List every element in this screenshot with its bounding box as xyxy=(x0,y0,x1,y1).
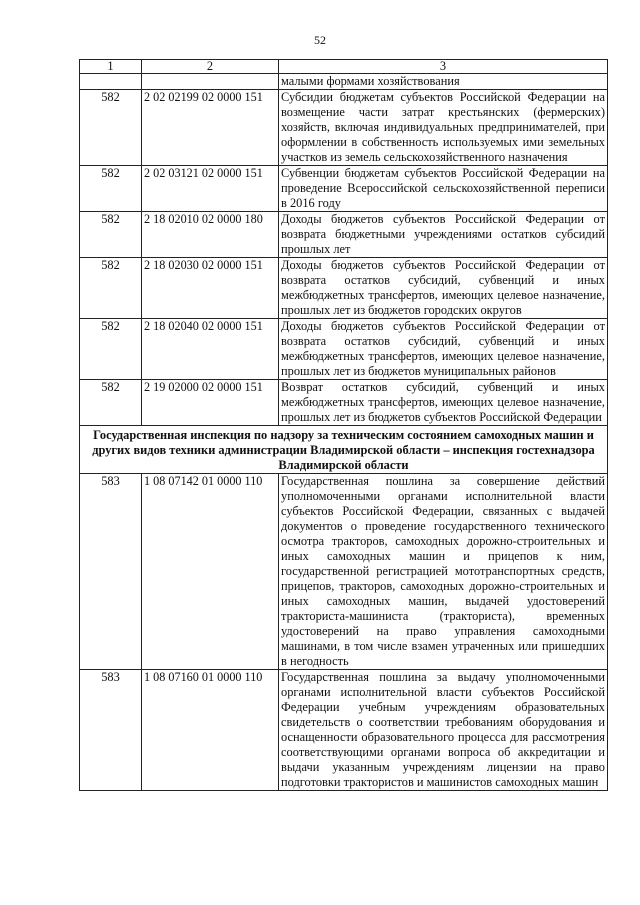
row-code-cell: 2 18 02030 02 0000 151 xyxy=(142,258,279,319)
row-code-cell: 2 18 02040 02 0000 151 xyxy=(142,319,279,380)
row-number-cell: 582 xyxy=(80,166,142,212)
column-header-3: 3 xyxy=(279,60,608,74)
row-number-cell: 582 xyxy=(80,319,142,380)
table-row xyxy=(80,166,608,212)
row-description-cell: Субвенции бюджетам субъектов Российской Федерации на проведение Всероссийской сельскохозяйственной переписи в 2016 году xyxy=(279,166,608,212)
table-row xyxy=(80,90,608,166)
row-description-cell: малыми формами хозяйствования xyxy=(279,74,608,90)
row-description-cell: Доходы бюджетов субъектов Российской Федерации от возврата бюджетными учреждениями остатков субсидий прошлых лет xyxy=(279,212,608,258)
column-header-2: 2 xyxy=(142,60,279,74)
row-number-cell: 582 xyxy=(80,212,142,258)
row-description-cell: Доходы бюджетов субъектов Российской Федерации от возврата остатков субсидий, субвенций и иных межбюджетных трансфертов, имеющих целевое назначение, прошлых лет из бюджетов муниципальных районов xyxy=(279,319,608,380)
table-row xyxy=(80,212,608,258)
row-description-cell: Государственная пошлина за выдачу уполномоченными органами исполнительной власти субъектов Российской Федерации учебным учреждениям образовательных свидетельств о соответствии требованиям оборудования и оснащенности образовательного процесса для рассмотрения соответствующими органами вопроса об аккредитации и выдачи указанным учреждениям лицензии на право подготовки трактористов и машинистов самоходных машин xyxy=(279,670,608,791)
row-code-cell: 2 18 02010 02 0000 180 xyxy=(142,212,279,258)
row-description-cell: Субсидии бюджетам субъектов Российской Федерации на возмещение части затрат крестьянских (фермерских) хозяйств, включая индивидуальных предпринимателей, при оформлении в собственность используемых ими земельных участков из земель сельскохозяйственного назначения xyxy=(279,90,608,166)
section-title: Государственная инспекция по надзору за техническим состоянием самоходных машин и других видов техники администрации Владимирской области – инспекция гостехнадзора Владимирской области xyxy=(80,426,608,474)
table-row xyxy=(80,474,608,670)
table-row xyxy=(80,319,608,380)
row-description-cell: Возврат остатков субсидий, субвенций и иных межбюджетных трансфертов, имеющих целевое назначение, прошлых лет из бюджетов субъектов Российской Федерации xyxy=(279,380,608,426)
table-row xyxy=(80,258,608,319)
row-description-cell: Доходы бюджетов субъектов Российской Федерации от возврата остатков субсидий, субвенций и иных межбюджетных трансфертов, имеющих целевое назначение, прошлых лет из бюджетов городских округов xyxy=(279,258,608,319)
row-code-cell xyxy=(142,74,279,90)
row-number-cell: 582 xyxy=(80,380,142,426)
row-code-cell: 2 02 02199 02 0000 151 xyxy=(142,90,279,166)
table-row xyxy=(80,74,608,90)
table-row xyxy=(80,670,608,791)
table-row xyxy=(80,380,608,426)
revenue-codes-table xyxy=(79,59,608,791)
row-description-cell: Государственная пошлина за совершение действий уполномоченными органами исполнительной власти субъектов Российской Федерации, связанных с выдачей документов о проведение государственного технического осмотра тракторов, самоходных дорожно-строительных и иных самоходных машин и прицепов к ним, государственной регистрацией мототранспортных средств, прицепов, тракторов, самоходных дорожно-строительных и иных самоходных машин, выдачей удостоверений тракториста-машиниста (тракториста), временных удостоверений на право управления самоходными машинами, в том числе взамен утраченных или пришедших в негодность xyxy=(279,474,608,670)
row-code-cell: 1 08 07142 01 0000 110 xyxy=(142,474,279,670)
table-header-row xyxy=(80,60,608,74)
section-header-row xyxy=(80,426,608,474)
row-number-cell xyxy=(80,74,142,90)
row-number-cell: 582 xyxy=(80,90,142,166)
row-code-cell: 1 08 07160 01 0000 110 xyxy=(142,670,279,791)
row-number-cell: 582 xyxy=(80,258,142,319)
page-number: 52 xyxy=(314,33,326,47)
column-header-1: 1 xyxy=(80,60,142,74)
row-code-cell: 2 19 02000 02 0000 151 xyxy=(142,380,279,426)
row-code-cell: 2 02 03121 02 0000 151 xyxy=(142,166,279,212)
row-number-cell: 583 xyxy=(80,474,142,670)
row-number-cell: 583 xyxy=(80,670,142,791)
